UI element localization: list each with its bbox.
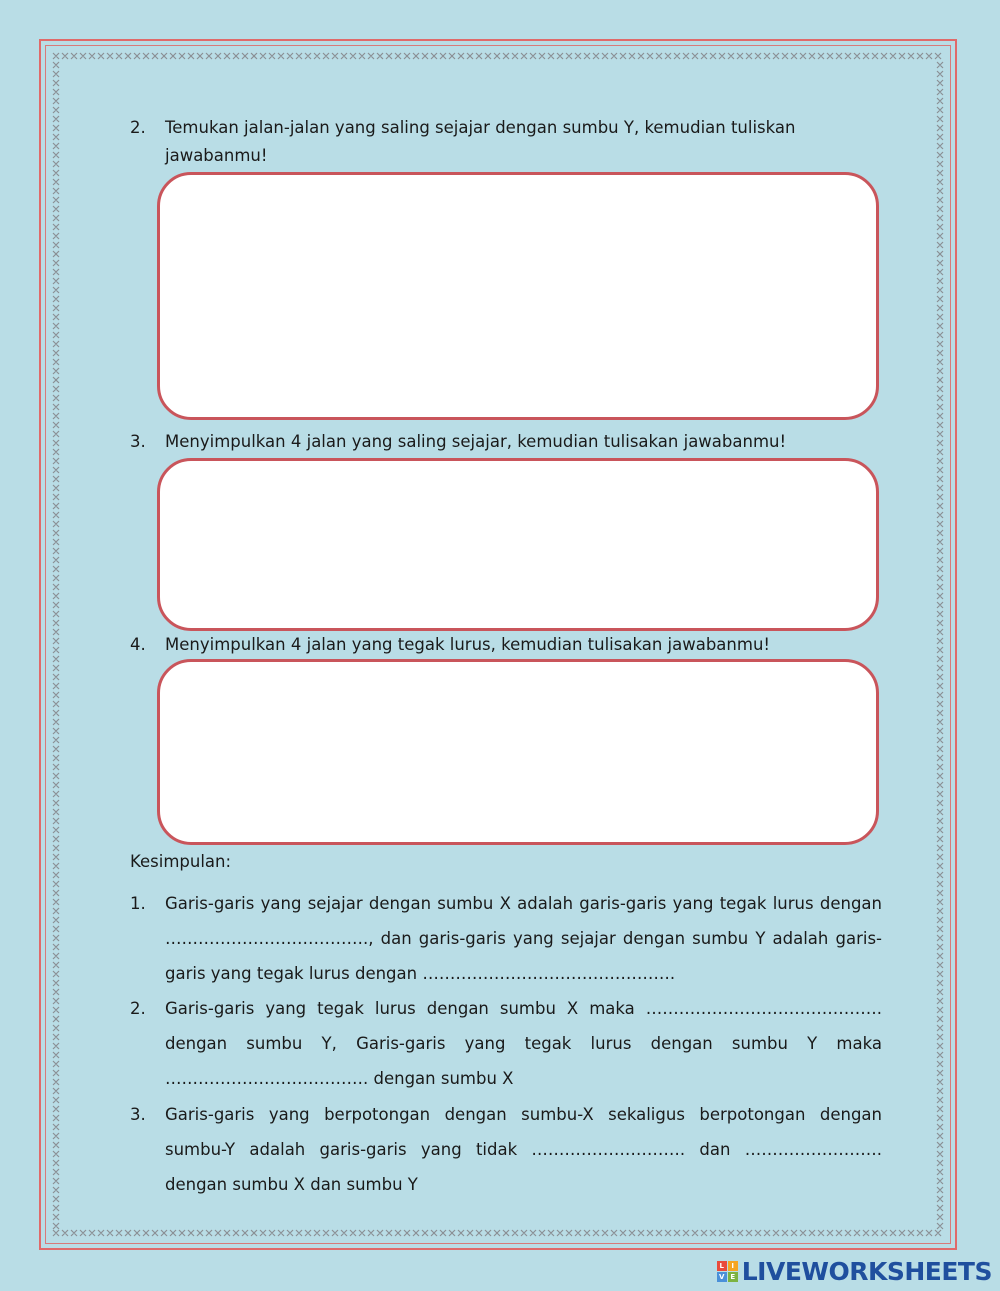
question-text: Menyimpulkan 4 jalan yang tegak lurus, kemudian tulisakan jawabanmu!: [165, 635, 771, 654]
answer-box-4[interactable]: [157, 659, 879, 845]
conclusion-number: 3.: [130, 1105, 146, 1124]
liveworksheets-logo-text: LIVEWORKSHEETS: [741, 1256, 992, 1286]
conclusion-text: Garis-garis yang tegak lurus dengan sumbu X maka ……………………………………. dengan sumbu Y, Garis-garis yang tegak lurus dengan sumbu Y maka ………………………………. dengan sumbu X: [165, 999, 882, 1088]
conclusion-text: Garis-garis yang berpotongan dengan sumbu-X sekaligus berpotongan dengan sumbu-Y adalah garis-garis yang tidak ………………………. dan ……………………. dengan sumbu X dan sumbu Y: [165, 1105, 882, 1194]
liveworksheets-logo: [717, 1256, 992, 1286]
logo-letter: E: [728, 1272, 738, 1282]
conclusion-item-1: [130, 886, 882, 991]
conclusion-item-3: [130, 1097, 882, 1202]
logo-letter: I: [728, 1261, 738, 1271]
conclusion-number: 1.: [130, 894, 146, 913]
liveworksheets-logo-icon: [717, 1261, 738, 1282]
conclusion-number: 2.: [130, 999, 146, 1018]
question-text: Menyimpulkan 4 jalan yang saling sejajar, kemudian tulisakan jawabanmu!: [165, 432, 787, 451]
question-text: Temukan jalan-jalan yang saling sejajar dengan sumbu Y, kemudian tuliskan jawabanmu!: [165, 118, 796, 165]
conclusion-item-2: [130, 991, 882, 1096]
logo-letter: L: [717, 1261, 727, 1271]
question-number: 4.: [130, 635, 146, 654]
question-4: [130, 631, 850, 659]
question-2: [130, 114, 850, 170]
question-3: [130, 428, 850, 456]
logo-letter: V: [717, 1272, 727, 1282]
question-number: 2.: [130, 118, 146, 137]
conclusion-text: Garis-garis yang sejajar dengan sumbu X adalah garis-garis yang tegak lurus dengan ………………………………., dan garis-garis yang sejajar dengan sumbu Y adalah garis-garis yang tegak lurus dengan ……………………………………….: [165, 894, 882, 983]
question-number: 3.: [130, 432, 146, 451]
answer-box-2[interactable]: [157, 172, 879, 420]
answer-box-3[interactable]: [157, 458, 879, 631]
conclusion-title: Kesimpulan:: [130, 852, 232, 871]
